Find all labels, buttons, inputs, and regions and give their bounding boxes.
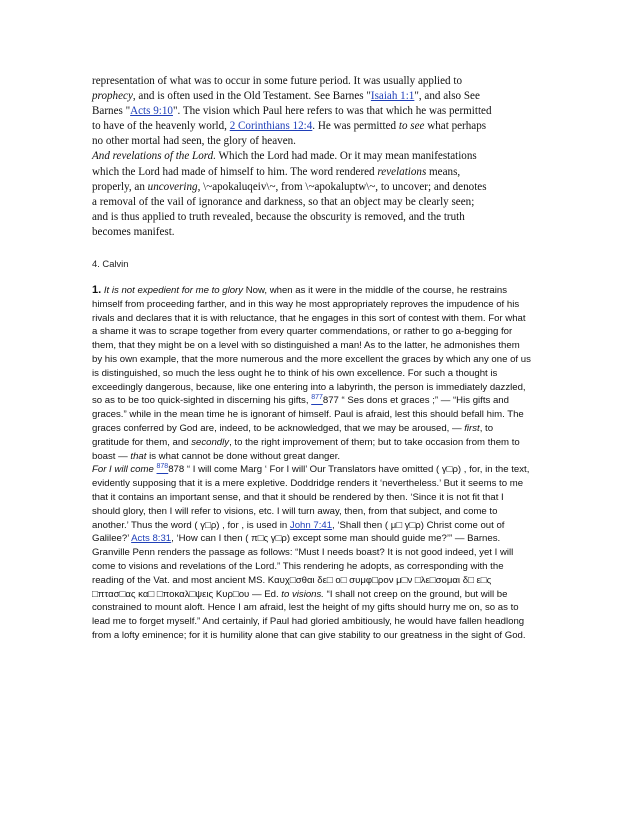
text-line: to have of the heavenly world, 2 Corinthians 12:4. He was permitted to see what perhaps [92, 120, 487, 133]
calvin-commentary [92, 284, 532, 643]
text-line: prophecy, and is often used in the Old Testament. See Barnes "Isaiah 1:1", and also See [92, 90, 480, 103]
text-line: and is thus applied to truth revealed, because the obscurity is removed, and the truth [92, 210, 465, 223]
footnote-878-link[interactable]: 878 [156, 463, 169, 471]
text-line: representation of what was to occur in some future period. It was usually applied to [92, 75, 462, 87]
barnes-commentary [92, 74, 528, 240]
text-line: a removal of the vail of ignorance and darkness, so that an object may be clearly seen; [92, 195, 475, 208]
section-heading: 4. Calvin [92, 258, 129, 269]
isaiah-link[interactable]: Isaiah 1:1 [370, 90, 415, 103]
text-line: no other mortal had seen, the glory of heaven. [92, 135, 296, 148]
footnote-877-link[interactable]: 877 [311, 394, 323, 402]
acts-9-10-link[interactable]: Acts 9:10 [130, 105, 173, 118]
text-line: becomes manifest. [92, 225, 175, 238]
text-line: And revelations of the Lord. Which the Lord had made. Or it may mean manifestations [92, 150, 477, 163]
paragraph: For I will come $^{878}$878 “ I will come Marg ‘ For I will’ Our Translators have omitted ( γ□ρ) , for, in the text, evidently supposing that it is a mere expletive. Doddridge renders it ‘nevertheless.’ But it seems to me that it contains an important sense, and that it should be rendered by then. ‘Since it is not fit that I should glory, then I will refer to visions, etc. I will turn away, then, from that subject, and come to another.’ Thus the word ( γ□ρ) , for , is used in John 7:41, ‘Shall then ( μ□ γ□ρ) Christ come out of Galilee?’ Acts 8:31, ‘How can I then ( π□ς γ□ρ) except some man should guide me?’” — Barnes. Granville Penn renders the passage as follows: “Must I needs boast? It is not good indeed, yet I will come to visions and revelations of the Lord.” This rendering he adopts, as corresponding with the reading of the Vat. and most ancient MS. Καυχ□σθαι δε□ ο□ συμφ□ρον μ□ν □λε□σομαι δ□ ε□ς □πτασ□ας κα□ □ποκαλ□ψεις Κυρ□ου — Ed. to visions. “I shall not creep on the ground, but will be constrained to mount aloft. Hence I am afraid, lest the height of my gifts should hurry me on, so as to lead me to forget myself.” And certainly, if Paul had gloried ambitiously, he would have fallen headlong from a lofty eminence; for it is humility alone that can give stability to our greatness in the sight of God. [92, 463, 530, 641]
corinthians-link[interactable]: 2 Corinthians 12:4 [229, 120, 313, 133]
paragraph: 1. It is not expedient for me to glory Now, when as it were in the middle of the course, he restrains himself from proceeding farther, and in this way he most appropriately reproves the impudence of his rivals and declares that it is with reluctance, that he engages in this sort of contest with them. For what a shame it was to scrape together from every quarter commendations, or rather to go a-begging for them, that they might be on a level with so distinguished a man! As to the latter, he admonishes them by his own example, that the more numerous and the more excellent the graces by which any one of us is distinguished, so much the less ought he to think of his own excellence. For such a thought is exceedingly dangerous, because, like one entering into a labyrinth, the person is immediately dazzled, so as to be too quick-sighted in discerning his gifts, $^{877}$877 “ Ses dons et graces ;” — “His gifts and graces.” while in the mean time he is ignorant of himself. Paul is afraid, lest this should befall him. The graces conferred by God are, indeed, to be acknowledged, that we may be aroused, — first, to gratitude for them, and secondly, to the right improvement of them; but to take occasion from them to boast — that is what cannot be done without great danger. [92, 284, 531, 462]
text-line: which the Lord had made of himself to him. The word rendered revelations means, [92, 165, 461, 178]
text-line: Barnes "Acts 9:10". The vision which Paul here refers to was that which he was permitted [92, 105, 492, 118]
john-link[interactable]: John 7:41 [289, 519, 333, 531]
acts-8-31-link[interactable]: Acts 8:31 [131, 533, 172, 545]
text-line: properly, an uncovering, \~apokaluqeiv\~, from \~apokaluptw\~, to uncover; and denotes [92, 180, 487, 193]
